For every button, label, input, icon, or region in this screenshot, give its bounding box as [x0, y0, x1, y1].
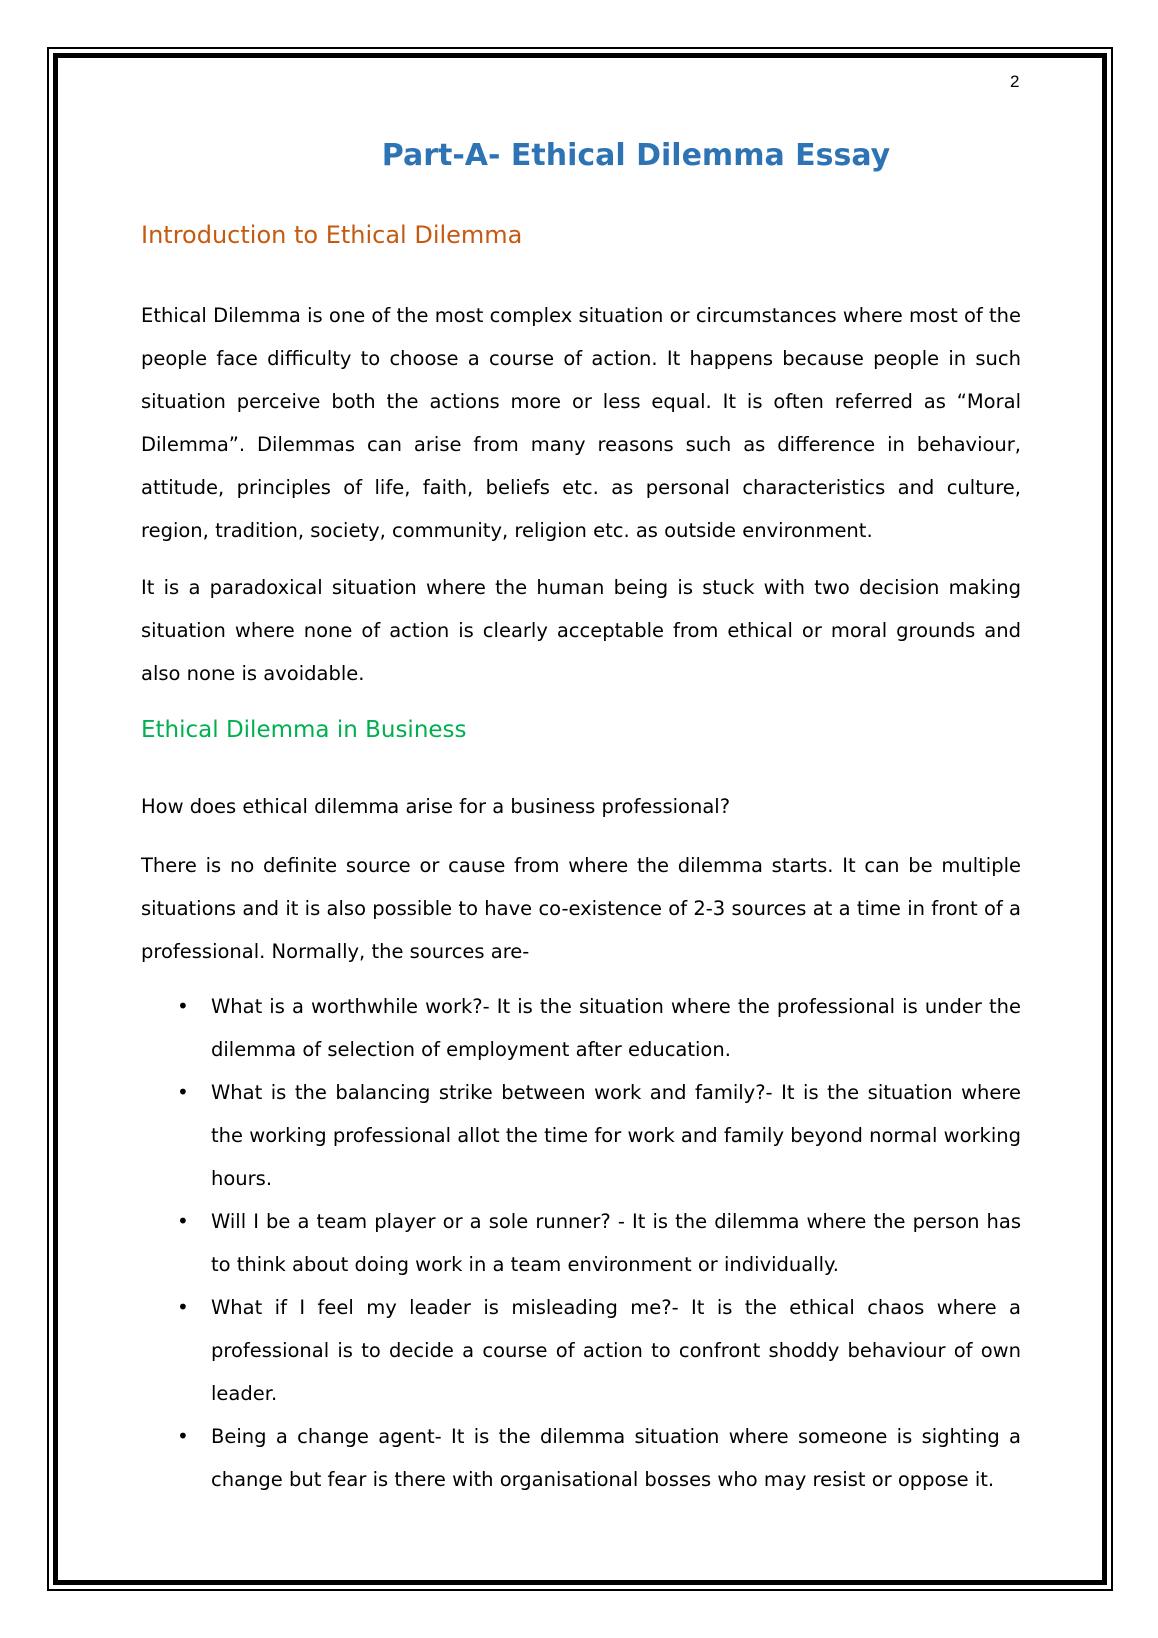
paragraph-intro-1: Ethical Dilemma is one of the most complex situation or circumstances where most of the people face difficulty to choose a course of action. It happens because people in such situation perceive both the actions more or less equal. It is often referred as “Moral Dilemma”. Dilemmas can arise from many reasons such as difference in behaviour, attitude, principles of life, faith, beliefs etc. as personal characteristics and culture, region, tradition, society, community, religion etc. as outside environment. [141, 304, 1021, 542]
paragraph-sources: There is no definite source or cause from where the dilemma starts. It can be multiple situations and it is also possible to have co-existence of 2-3 sources at a time in front of a professional. Normally, the sources are- [141, 854, 1021, 963]
bullet-icon: • [177, 1080, 189, 1104]
list-item [141, 1415, 1021, 1501]
bullet-icon: • [177, 1209, 189, 1233]
paragraph-intro-2: It is a paradoxical situation where the human being is stuck with two decision making situation where none of action is clearly acceptable from ethical or moral grounds and also none is avoidable. [141, 576, 1021, 685]
list-item [141, 1071, 1021, 1200]
bullet-icon: • [177, 1295, 189, 1319]
list-item [141, 1286, 1021, 1415]
page-number: 2 [1010, 72, 1020, 91]
list-item [141, 985, 1021, 1071]
heading-business: Ethical Dilemma in Business [141, 717, 467, 743]
list-item [141, 1200, 1021, 1286]
list-item-text: What if I feel my leader is misleading me?- It is the ethical chaos where a professional is to decide a course of action to confront shoddy behaviour of own leader. [211, 1296, 1021, 1405]
document-title: Part-A- Ethical Dilemma Essay [381, 138, 891, 173]
heading-introduction: Introduction to Ethical Dilemma [141, 221, 523, 249]
list-item-text: What is a worthwhile work?- It is the situation where the professional is under the dilemma of selection of employment after education. [211, 995, 1021, 1061]
bullet-icon: • [177, 994, 189, 1018]
list-item-text: What is the balancing strike between work and family?- It is the situation where the working professional allot the time for work and family beyond normal working hours. [211, 1081, 1021, 1190]
bullet-icon: • [177, 1424, 189, 1448]
sources-list [141, 985, 1021, 1501]
list-item-text: Being a change agent- It is the dilemma situation where someone is sighting a change but fear is there with organisational bosses who may resist or oppose it. [211, 1425, 1021, 1491]
paragraph-question: How does ethical dilemma arise for a business professional? [141, 795, 731, 818]
list-item-text: Will I be a team player or a sole runner? - It is the dilemma where the person has to think about doing work in a team environment or individually. [211, 1210, 1021, 1276]
